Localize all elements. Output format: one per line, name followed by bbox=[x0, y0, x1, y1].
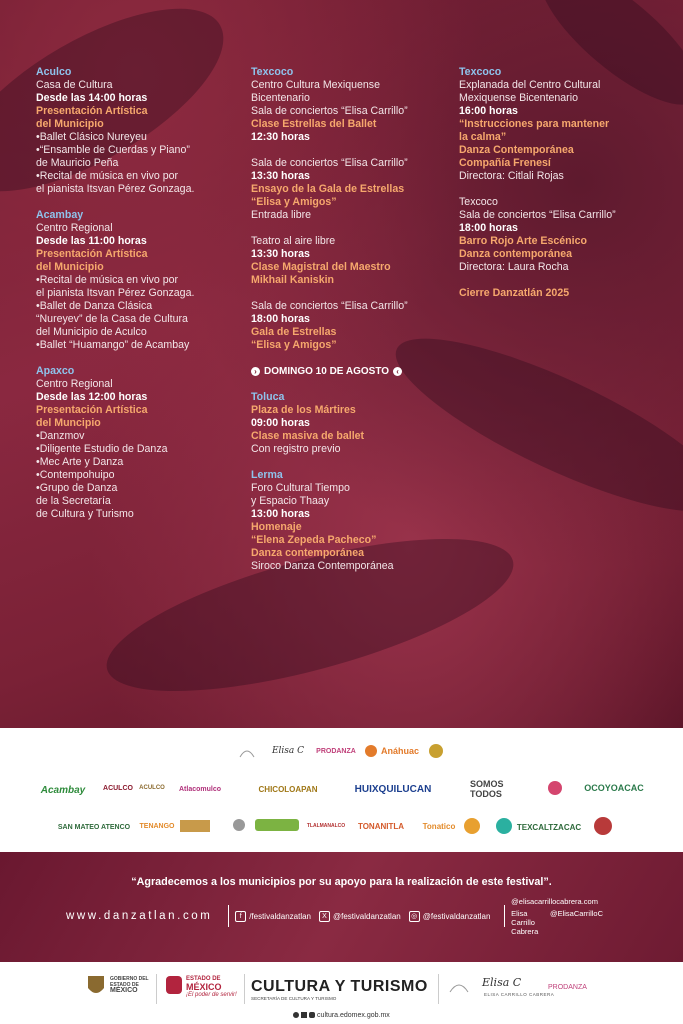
event-item: •“Ensamble de Cuerdas y Piano” bbox=[36, 144, 190, 156]
instagram-handle: @festivaldanzatlan bbox=[422, 911, 491, 921]
tlalmanalco-logo: TLALMANALCO bbox=[306, 823, 346, 829]
elisa-handles bbox=[511, 909, 603, 936]
event-item: •Recital de música en vivo por bbox=[36, 170, 179, 182]
event-title: Mikhail Kaniskin bbox=[251, 274, 335, 286]
event-title: Clase masiva de ballet bbox=[251, 430, 365, 442]
venue: Sala de conciertos “Elisa Carrillo” bbox=[251, 105, 408, 117]
x-icon: X bbox=[319, 911, 330, 922]
event-block bbox=[36, 209, 236, 352]
event-time: 09:00 horas bbox=[251, 417, 310, 429]
event-title: del Muncipio bbox=[36, 417, 101, 429]
event-item: •Ballet “Huamango” de Acambay bbox=[36, 339, 190, 351]
festival-logo bbox=[448, 978, 470, 999]
venue: Centro Cultura Mexiquense bbox=[251, 79, 380, 91]
event-item: •Diligente Estudio de Danza bbox=[36, 443, 168, 455]
event-title: Compañía Frenesí bbox=[459, 157, 551, 169]
event-time: 18:00 horas bbox=[251, 313, 310, 325]
date-heading bbox=[251, 365, 451, 378]
venue: Sala de conciertos “Elisa Carrillo” bbox=[251, 157, 408, 169]
edomex-line: MÉXICO bbox=[186, 982, 222, 992]
divider bbox=[244, 974, 245, 1004]
tenango-logo: TENANGO bbox=[139, 822, 175, 830]
event-item: el pianista Itsvan Pérez Gonzaga. bbox=[36, 287, 195, 299]
festival-logo bbox=[236, 744, 258, 760]
elisa-website-link[interactable]: @elisacarrillocabrera.com bbox=[511, 896, 598, 906]
municipality-name: Texcoco bbox=[251, 66, 294, 78]
edomex-logo-icon bbox=[166, 976, 182, 994]
event-item: •Ballet de Danza Clásica bbox=[36, 300, 153, 312]
facebook-link[interactable] bbox=[235, 911, 311, 922]
event-title: Barro Rojo Arte Escénico bbox=[459, 235, 587, 247]
x-handle: @festivaldanzatlan bbox=[333, 911, 401, 921]
cultura-turismo-subtitle: SECRETARÍA DE CULTURA Y TURISMO bbox=[251, 996, 337, 1001]
flower-icon bbox=[544, 778, 566, 798]
event-time: 16:00 horas bbox=[459, 105, 518, 117]
tonanitla-logo: TONANITLA bbox=[357, 821, 405, 831]
schedule-column-3 bbox=[459, 66, 669, 313]
cultura-turismo-title: CULTURA Y TURISMO bbox=[251, 978, 428, 995]
municipality-name: Acambay bbox=[36, 209, 84, 221]
san-mateo-atenco-logo: SAN MATEO ATENCO bbox=[57, 823, 131, 831]
event-title: del Municipio bbox=[36, 261, 104, 273]
coat-of-arms-icon bbox=[86, 974, 106, 998]
website-link[interactable]: www.danzatlan.com bbox=[66, 910, 213, 922]
ocoyoacac-logo: OCOYOACAC bbox=[584, 783, 644, 793]
venue: y Espacio Thaay bbox=[251, 495, 330, 507]
event-title: Clase Estrellas del Ballet bbox=[251, 118, 377, 130]
event-item: •Recital de música en vivo por bbox=[36, 274, 179, 286]
event-title: “Instrucciones para mantener bbox=[459, 118, 610, 130]
event-block bbox=[251, 300, 451, 352]
footer-url bbox=[0, 1012, 683, 1019]
texcaltzacac-logo: TEXCALTZACAC bbox=[516, 822, 582, 832]
elisa-logo: Elisa C bbox=[271, 746, 305, 756]
event-title: Presentación Artística bbox=[36, 404, 148, 416]
tonatico-logo: Tonatico bbox=[422, 821, 456, 831]
event-block bbox=[251, 66, 451, 144]
event-item: •Danzmov bbox=[36, 430, 85, 442]
leaf-icon bbox=[252, 816, 302, 834]
event-note: Directora: Citlali Rojas bbox=[459, 170, 564, 182]
municipality-name: Toluca bbox=[251, 391, 285, 403]
event-title: Gala de Estrellas bbox=[251, 326, 337, 338]
venue: Centro Regional bbox=[36, 378, 113, 390]
date-label: DOMINGO 10 DE AGOSTO bbox=[264, 366, 390, 377]
event-time: 18:00 horas bbox=[459, 222, 518, 234]
star-icon bbox=[494, 816, 514, 836]
event-note: Directora: Laura Rocha bbox=[459, 261, 569, 273]
event-title: del Municipio bbox=[36, 118, 104, 130]
event-title: Danza Contemporánea bbox=[459, 144, 574, 156]
gob-line: MÉXICO bbox=[110, 987, 138, 994]
facebook-icon[interactable] bbox=[293, 1012, 299, 1018]
divider bbox=[504, 905, 505, 927]
event-title: Presentación Artística bbox=[36, 105, 148, 117]
x-icon[interactable] bbox=[301, 1012, 307, 1018]
seal-icon bbox=[428, 743, 444, 759]
building-icon bbox=[178, 816, 212, 836]
chevron-right-icon: › bbox=[251, 367, 260, 376]
venue: Centro Regional bbox=[36, 222, 113, 234]
municipality-name: Lerma bbox=[251, 469, 283, 481]
event-title: la calma” bbox=[459, 131, 507, 143]
elisa-logo: Elisa C bbox=[482, 976, 522, 989]
gob-line: ESTADO DE bbox=[110, 982, 139, 988]
event-item: de Cultura y Turismo bbox=[36, 508, 134, 520]
venue: Texcoco bbox=[459, 196, 498, 208]
venue: Mexiquense Bicentenario bbox=[459, 92, 578, 104]
event-title: “Elisa y Amigos” bbox=[251, 339, 337, 351]
event-title: Homenaje bbox=[251, 521, 302, 533]
event-title: Ensayo de la Gala de Estrellas bbox=[251, 183, 405, 195]
gob-edomex-text bbox=[110, 976, 149, 994]
chevron-left-icon: ‹ bbox=[393, 367, 402, 376]
divider bbox=[438, 974, 439, 1004]
event-time: 13:30 horas bbox=[251, 170, 310, 182]
venue: Sala de conciertos “Elisa Carrillo” bbox=[251, 300, 408, 312]
venue: Foro Cultural Tiempo bbox=[251, 482, 350, 494]
event-item: •Ballet Clásico Nureyeu bbox=[36, 131, 147, 143]
x-link[interactable] bbox=[319, 911, 401, 922]
event-item: de la Secretaría bbox=[36, 495, 111, 507]
seal-icon bbox=[232, 818, 246, 832]
event-note: Entrada libre bbox=[251, 209, 312, 221]
municipality-name: Apaxco bbox=[36, 365, 75, 377]
edomex-slogan: ¡El poder de servir! bbox=[186, 992, 237, 998]
huixquilucan-logo: HUIXQUILUCAN bbox=[354, 783, 432, 795]
aculco-logo: ACULCO bbox=[103, 784, 133, 792]
event-block bbox=[459, 196, 669, 274]
event-title: Presentación Artística bbox=[36, 248, 148, 260]
schedule-column-1 bbox=[36, 66, 236, 534]
gob-line: GOBIERNO DEL bbox=[110, 976, 149, 982]
event-time: Desde las 11:00 horas bbox=[36, 235, 147, 247]
event-item: de Mauricio Peña bbox=[36, 157, 119, 169]
elisa-threads-link[interactable]: @ElisaCarrilloC bbox=[549, 908, 603, 918]
cultura-url-link[interactable]: cultura.edomex.gob.mx bbox=[317, 1012, 390, 1019]
divider bbox=[228, 905, 229, 927]
prodanza-logo: PRODANZA bbox=[316, 747, 356, 755]
venue: Teatro al aire libre bbox=[251, 235, 336, 247]
venue: Sala de conciertos “Elisa Carrillo” bbox=[459, 209, 616, 221]
closing-block bbox=[459, 287, 669, 300]
event-time: Desde las 12:00 horas bbox=[36, 391, 148, 403]
event-block bbox=[36, 66, 236, 196]
event-block bbox=[251, 469, 451, 573]
venue: Plaza de los Mártires bbox=[251, 404, 356, 416]
municipality-name: Aculco bbox=[36, 66, 72, 78]
event-block bbox=[251, 391, 451, 456]
thanks-band bbox=[0, 852, 683, 962]
atlacomulco-logo: Atlacomulco bbox=[178, 785, 221, 793]
venue: Casa de Cultura bbox=[36, 79, 113, 91]
social-links bbox=[66, 896, 603, 936]
venue: Explanada del Centro Cultural bbox=[459, 79, 601, 91]
municipality-name: Texcoco bbox=[459, 66, 502, 78]
aculco-logo-2: ACULCO bbox=[139, 785, 165, 791]
event-item: •Grupo de Danza bbox=[36, 482, 118, 494]
event-time: Desde las 14:00 horas bbox=[36, 92, 148, 104]
event-block bbox=[251, 235, 451, 287]
event-title: Clase Magistral del Maestro bbox=[251, 261, 391, 273]
event-time: 12:30 horas bbox=[251, 131, 310, 143]
event-block bbox=[459, 66, 669, 183]
elisa-facebook-link[interactable]: Elisa Carrillo Cabrera bbox=[511, 908, 539, 936]
flower-icon bbox=[462, 816, 482, 836]
event-title: Danza contemporánea bbox=[251, 547, 365, 559]
facebook-icon: f bbox=[235, 911, 246, 922]
event-note: Siroco Danza Contemporánea bbox=[251, 560, 394, 572]
shield-icon bbox=[588, 816, 618, 836]
thanks-message: “Agradecemos a los municipios por su apoyo para la realización de este festival”. bbox=[131, 876, 552, 888]
acambay-logo: Acambay bbox=[40, 784, 86, 796]
chicoloapan-logo: CHICOLOAPAN bbox=[258, 784, 318, 794]
closing-title: Cierre Danzatlán 2025 bbox=[459, 287, 570, 299]
event-title: Danza contemporánea bbox=[459, 248, 573, 260]
instagram-link[interactable] bbox=[409, 911, 491, 922]
edomex-line: ESTADO DE bbox=[186, 976, 221, 982]
event-block bbox=[36, 365, 236, 521]
event-time: 13:00 horas bbox=[251, 508, 310, 520]
footer bbox=[0, 962, 683, 1024]
instagram-icon: ◎ bbox=[409, 911, 420, 922]
anahuac-logo: Anáhuac bbox=[380, 746, 419, 756]
event-time: 13:30 horas bbox=[251, 248, 310, 260]
event-block bbox=[251, 157, 451, 222]
elisa-logo-subtitle: ELISA CARRILLO CABRERA bbox=[484, 992, 555, 997]
event-item: del Municipio de Aculco bbox=[36, 326, 147, 338]
event-item: el pianista Itsvan Pérez Gonzaga. bbox=[36, 183, 195, 195]
event-item: •Mec Arte y Danza bbox=[36, 456, 124, 468]
event-title: “Elena Zepeda Pacheco” bbox=[251, 534, 377, 546]
venue: Bicentenario bbox=[251, 92, 310, 104]
anahuac-shield-icon bbox=[364, 744, 378, 758]
lerma-logo: SOMOS TODOS bbox=[470, 779, 504, 799]
schedule-column-2 bbox=[251, 66, 451, 586]
event-title: “Elisa y Amigos” bbox=[251, 196, 337, 208]
edomex-text bbox=[186, 976, 237, 999]
facebook-handle: /festivaldanzatlan bbox=[249, 911, 312, 921]
prodanza-logo: PRODANZA bbox=[548, 984, 587, 991]
event-item: “Nureyev” de la Casa de Cultura bbox=[36, 313, 188, 325]
sponsor-logos bbox=[0, 728, 683, 852]
event-note: Con registro previo bbox=[251, 443, 341, 455]
divider bbox=[156, 974, 157, 1004]
event-item: •Contempohuipo bbox=[36, 469, 115, 481]
elisa-social bbox=[511, 897, 603, 936]
youtube-icon[interactable] bbox=[309, 1012, 315, 1018]
